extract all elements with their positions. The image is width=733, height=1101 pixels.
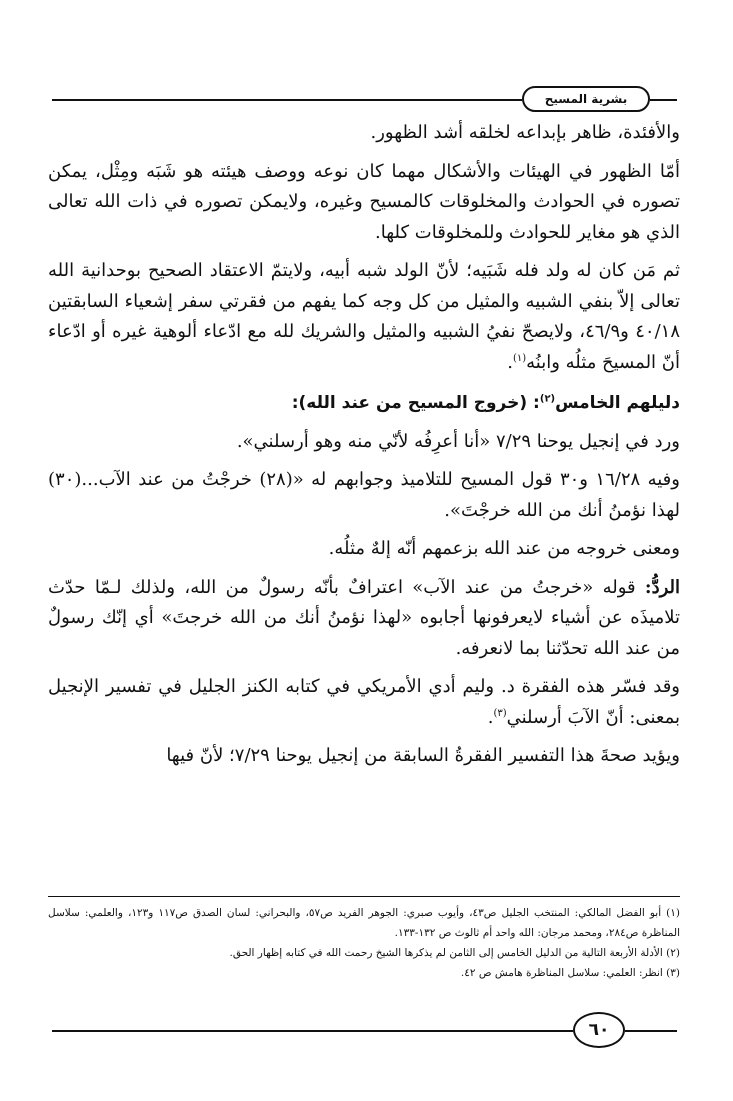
section-heading-label: دليلهم الخامس xyxy=(555,393,680,413)
footnote: (٢) الأدلة الأربعة التالية من الدليل الخامس إلى الثامن لم يذكرها الشيخ رحمت الله في كتابه إظهار الحق. xyxy=(229,947,680,959)
footer-rule-right xyxy=(625,1030,677,1032)
header-rule-left xyxy=(52,99,522,101)
paragraph-text: ثم مَن كان له ولد فله شَبَيه؛ لأنّ الولد شبه أبيه، ولايتمّ الاعتقاد الصحيح بوحدانية الله تعالى إلاّ بنفي الشبيه والمثيل من كل وجه كما يفهم من فقرتي سفر إشعياء السابقتين ٤٠/١٨ و٤٦/٩، ولايصحّ نفيُ الشبيه والمثيل والشريك لله مع ادّعاء ألوهية غيره أو ادّعاء أنّ المسيحَ مثلُه وابنُه xyxy=(48,260,680,373)
page-footer xyxy=(52,1012,677,1048)
paragraph: والأفئدة، ظاهر بإبداعه لخلقه أشد الظهور. xyxy=(370,122,680,143)
page-body xyxy=(48,118,680,772)
footnote-ref-3: (٣) xyxy=(493,707,507,719)
footnote: (١) أبو الفضل المالكي: المنتخب الجليل ص٤٣، وأيوب صبري: الجوهر الفريد ص٥٧، والبحراني: لسان الصدق ص١١٧ و١٢٣، والعلمي: سلاسل المناظرة ص٢٨٤، ومحمد مرجان: الله واحد أم ثالوث ص ١٣٢-١٣٣. xyxy=(48,907,680,939)
section-heading-text: : (خروج المسيح من عند الله): xyxy=(291,393,540,413)
paragraph: ومعنى خروجه من عند الله بزعمهم أنّه إلهٌ مثلُه. xyxy=(328,538,680,559)
footnote-separator xyxy=(48,896,680,897)
reply-paragraph xyxy=(48,573,680,665)
paragraph: وقد فسّر هذه الفقرة د. وليم أدي الأمريكي في كتابه الكنز الجليل في تفسير الإنجيل بمعنى: أنّ الآبَ أرسلني$^{(٣)}$. xyxy=(48,676,680,728)
running-header xyxy=(52,82,677,114)
paragraph: ثم مَن كان له ولد فله شَبَيه؛ لأنّ الولد شبه أبيه، ولايتمّ الاعتقاد الصحيح بوحدانية الله تعالى إلاّ بنفي الشبيه والمثيل من كل وجه كما يفهم من فقرتي سفر إشعياء السابقتين ٤٠/١٨ و٤٦/٩، ولايصحّ نفيُ الشبيه والمثيل والشريك لله مع ادّعاء ألوهية غيره أو ادّعاء أنّ المسيحَ مثلُه وابنُه$^{(١)}$. xyxy=(48,260,680,373)
footer-rule-left xyxy=(52,1030,573,1032)
footnote-ref-1: (١) xyxy=(512,352,527,364)
footnotes xyxy=(48,903,680,983)
section-heading xyxy=(48,388,680,419)
paragraph: وفيه ١٦/٢٨ و٣٠ قول المسيح للتلاميذ وجوابهم له «(٢٨) خرجْتُ من عند الآب...(٣٠) لهذا نؤمنُ أنك من الله خرجْتَ». xyxy=(48,469,680,521)
running-title: بشرية المسيح xyxy=(522,86,650,112)
footnote-ref-2: (٢) xyxy=(539,393,556,405)
paragraph-text: وقد فسّر هذه الفقرة د. وليم أدي الأمريكي في كتابه الكنز الجليل في تفسير الإنجيل بمعنى: أنّ الآبَ أرسلني xyxy=(48,676,680,728)
paragraph: أمّا الظهور في الهيئات والأشكال مهما كان نوعه ووصف هيئته هو شَبَه ومِثْل، يمكن تصوره في الحوادث والمخلوقات كالمسيح وغيره، ولايمكن تصوره في ذات الله تعالى الذي هو مغاير للحوادث وللمخلوقات كلها. xyxy=(48,160,680,243)
footnote: (٣) انظر: العلمي: سلاسل المناظرة هامش ص ٤٢. xyxy=(460,967,680,979)
paragraph: ويؤيد صحةَ هذا التفسير الفقرةُ السابقة من إنجيل يوحنا ٧/٢٩؛ لأنّ فيها xyxy=(166,745,680,766)
page-number: ٦٠ xyxy=(573,1012,625,1048)
paragraph: ورد في إنجيل يوحنا ٧/٢٩ «أنا أعرِفُه لأنّي منه وهو أرسلني». xyxy=(236,430,680,452)
header-rule-right xyxy=(650,99,677,101)
reply-label: الردُّ: xyxy=(644,576,680,598)
reply-text: قوله «خرجتُ من عند الآب» اعترافٌ بأنّه رسولٌ من الله، ولذلك لـمّا حدّث تلاميذَه عن أشياء لايعرفونها أجابوه «لهذا نؤمنُ أنك من الله خرجتَ» أي إنّك رسولٌ من عند الله تحدّثنا بما لانعرفه. xyxy=(48,576,680,659)
